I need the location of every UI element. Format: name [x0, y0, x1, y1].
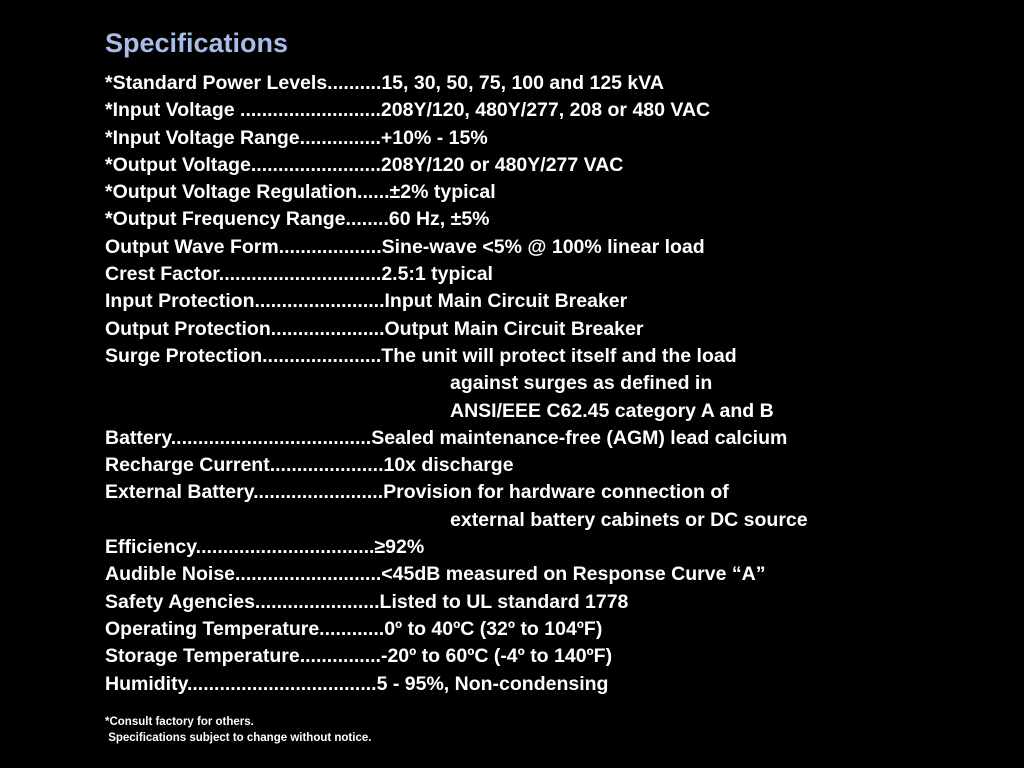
- spec-line-storage-temperature: Storage Temperature...............-20º to 60ºC (-4º to 140ºF): [105, 645, 613, 668]
- spec-line-output-wave-form: Output Wave Form...................Sine-wave <5% @ 100% linear load: [105, 235, 705, 258]
- spec-line-battery: Battery.....................................Sealed maintenance-free (AGM) lead calcium: [105, 426, 788, 449]
- spec-line-output-voltage: *Output Voltage........................208Y/120 or 480Y/277 VAC: [105, 153, 624, 176]
- spec-line-surge-protection: Surge Protection......................The unit will protect itself and the load: [105, 344, 737, 367]
- spec-line-external-battery: External Battery........................Provision for hardware connection of: [105, 481, 729, 504]
- footnotes: [105, 714, 371, 746]
- page-title: Specifications: [105, 28, 289, 58]
- spec-line-efficiency: Efficiency.................................≥92%: [105, 536, 425, 559]
- footnote-subject-to-change: Specifications subject to change without notice.: [105, 732, 372, 744]
- spec-line-external-battery-cont: external battery cabinets or DC source: [450, 508, 808, 531]
- spec-line-output-protection: Output Protection.....................Output Main Circuit Breaker: [105, 317, 644, 340]
- spec-line-humidity: Humidity...................................5 - 95%, Non-condensing: [105, 672, 609, 695]
- spec-line-surge-protection-cont-1: against surges as defined in: [450, 372, 713, 395]
- spec-line-output-frequency-range: *Output Frequency Range........60 Hz, ±5%: [105, 208, 490, 231]
- footnote-consult-factory: *Consult factory for others.: [105, 716, 254, 728]
- spec-line-surge-protection-cont-2: ANSI/EEE C62.45 category A and B: [450, 399, 774, 422]
- spec-line-crest-factor: Crest Factor..............................2.5:1 typical: [105, 263, 493, 286]
- spec-line-output-voltage-regulation: *Output Voltage Regulation......±2% typical: [105, 181, 496, 204]
- spec-line-audible-noise: Audible Noise...........................<45dB measured on Response Curve “A”: [105, 563, 766, 586]
- spec-line-input-voltage: *Input Voltage ..........................208Y/120, 480Y/277, 208 or 480 VAC: [105, 99, 711, 122]
- spec-line-input-voltage-range: *Input Voltage Range...............+10% - 15%: [105, 126, 488, 149]
- spec-line-input-protection: Input Protection........................Input Main Circuit Breaker: [105, 290, 628, 313]
- spec-list: [105, 70, 808, 698]
- spec-line-standard-power-levels: *Standard Power Levels..........15, 30, 50, 75, 100 and 125 kVA: [105, 72, 664, 94]
- spec-line-safety-agencies: Safety Agencies.......................Listed to UL standard 1778: [105, 590, 629, 613]
- spec-line-recharge-current: Recharge Current.....................10x discharge: [105, 454, 514, 477]
- spec-line-operating-temperature: Operating Temperature............0º to 40ºC (32º to 104ºF): [105, 617, 603, 640]
